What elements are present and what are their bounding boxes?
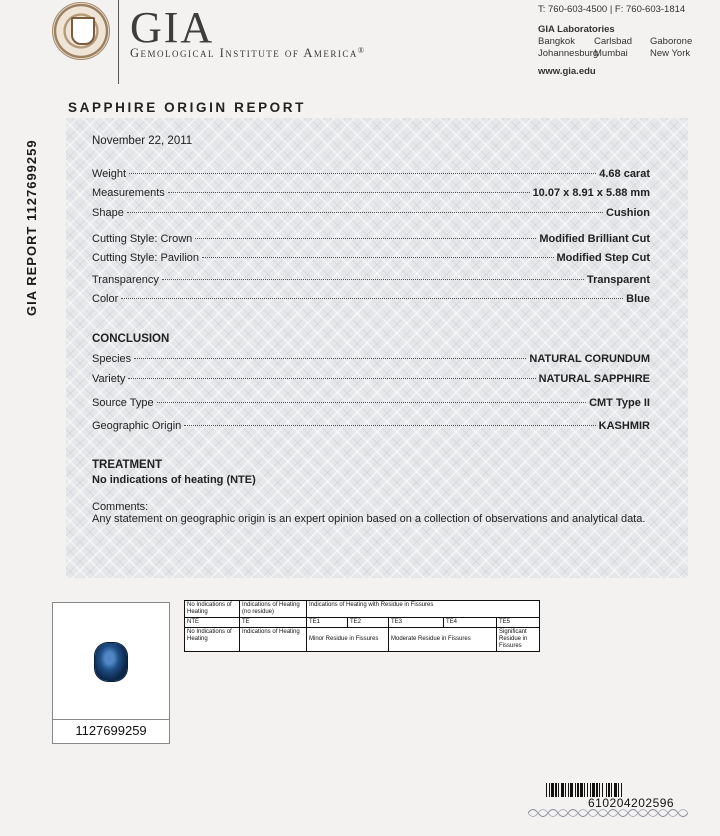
phone-fax: T: 760-603-4500 | F: 760-603-1814 bbox=[538, 4, 686, 15]
table-cell: Indications of Heating bbox=[240, 628, 307, 652]
conclusion-row-species bbox=[92, 353, 650, 365]
conclusion-label: Variety bbox=[92, 373, 126, 385]
table-row bbox=[185, 601, 540, 618]
detail-value: Cushion bbox=[606, 207, 650, 219]
table-cell: NTE bbox=[185, 618, 240, 628]
detail-value: Transparent bbox=[587, 274, 650, 286]
security-wave-pattern bbox=[528, 806, 688, 820]
header-divider bbox=[118, 0, 119, 84]
detail-label: Color bbox=[92, 293, 119, 305]
conclusion-heading: CONCLUSION bbox=[92, 333, 170, 345]
detail-value: Blue bbox=[626, 293, 650, 305]
table-cell: Indications of Heating with Residue in Fissures bbox=[307, 601, 540, 618]
detail-label: Transparency bbox=[92, 274, 159, 286]
detail-row-transparency bbox=[92, 274, 650, 286]
stone-photo-box bbox=[52, 602, 170, 744]
conclusion-value: KASHMIR bbox=[598, 420, 650, 432]
table-cell: Minor Residue in Fissures bbox=[307, 628, 389, 652]
conclusion-row-geographic-origin bbox=[92, 420, 650, 432]
sapphire-image bbox=[95, 643, 127, 681]
website-link[interactable]: www.gia.edu bbox=[538, 66, 596, 77]
table-cell: Indications of Heating (no residue) bbox=[240, 601, 307, 618]
detail-row-weight bbox=[92, 168, 650, 180]
labs-title: GIA Laboratories bbox=[538, 24, 615, 35]
table-cell: TE1 bbox=[307, 618, 348, 628]
detail-value: Modified Brilliant Cut bbox=[539, 233, 650, 245]
side-report-number: GIA REPORT 1127699259 bbox=[24, 139, 39, 316]
detail-value: Modified Step Cut bbox=[556, 252, 650, 264]
comments-heading: Comments: bbox=[92, 501, 149, 513]
report-title: SAPPHIRE ORIGIN REPORT bbox=[68, 100, 306, 115]
conclusion-value: CMT Type II bbox=[589, 397, 650, 409]
table-cell: TE5 bbox=[497, 618, 540, 628]
barcode bbox=[546, 783, 686, 797]
gia-logo-text: GIA bbox=[130, 3, 215, 52]
lab-location: Bangkok bbox=[538, 36, 575, 47]
comments-text: Any statement on geographic origin is an expert opinion based on a collection of observations and analytical data. bbox=[92, 513, 646, 525]
labs-list bbox=[538, 36, 710, 60]
detail-row-color bbox=[92, 293, 650, 305]
report-date: November 22, 2011 bbox=[92, 135, 193, 147]
gia-full-name: Gemological Institute of America® bbox=[130, 46, 366, 60]
conclusion-row-variety bbox=[92, 373, 650, 385]
table-cell: No Indications of Heating bbox=[185, 601, 240, 618]
table-cell: No Indications of Heating bbox=[185, 628, 240, 652]
barcode-number: 610204202596 bbox=[588, 796, 675, 810]
table-row bbox=[185, 628, 540, 652]
table-cell: Moderate Residue in Fissures bbox=[389, 628, 497, 652]
detail-row-shape bbox=[92, 207, 650, 219]
lab-location: Gaborone bbox=[650, 36, 693, 47]
treatment-value: No indications of heating (NTE) bbox=[92, 474, 256, 486]
shield-icon bbox=[71, 17, 95, 45]
detail-label: Weight bbox=[92, 168, 127, 180]
treatment-heading: TREATMENT bbox=[92, 459, 163, 471]
detail-label: Measurements bbox=[92, 187, 165, 199]
detail-value: 4.68 carat bbox=[599, 168, 650, 180]
detail-label: Cutting Style: Pavilion bbox=[92, 252, 199, 264]
contact-block bbox=[538, 4, 710, 78]
table-cell: Significant Residue in Fissures bbox=[497, 628, 540, 652]
detail-label: Shape bbox=[92, 207, 124, 219]
lab-location: Carlsbad bbox=[594, 36, 633, 47]
detail-value: 10.07 x 8.91 x 5.88 mm bbox=[532, 187, 650, 199]
detail-row-measurements bbox=[92, 187, 650, 199]
conclusion-value: NATURAL SAPPHIRE bbox=[538, 373, 650, 385]
conclusion-label: Species bbox=[92, 353, 132, 365]
table-cell: TE3 bbox=[389, 618, 444, 628]
table-cell: TE2 bbox=[348, 618, 389, 628]
lab-location: New York bbox=[650, 48, 691, 59]
detail-row-crown bbox=[92, 233, 650, 245]
detail-label: Cutting Style: Crown bbox=[92, 233, 193, 245]
stone-report-number: 1127699259 bbox=[75, 723, 147, 738]
divider bbox=[53, 719, 169, 720]
table-cell: TE4 bbox=[444, 618, 497, 628]
detail-row-pavilion bbox=[92, 252, 650, 264]
table-cell: TE bbox=[240, 618, 307, 628]
lab-location: Mumbai bbox=[594, 48, 628, 59]
conclusion-label: Source Type bbox=[92, 397, 154, 409]
lab-location: Johannesburg bbox=[538, 48, 599, 59]
conclusion-value: NATURAL CORUNDUM bbox=[529, 353, 650, 365]
gia-seal-logo bbox=[52, 2, 110, 60]
treatment-key-table bbox=[184, 600, 540, 652]
barcode-bar bbox=[622, 783, 623, 797]
table-row bbox=[185, 618, 540, 628]
conclusion-row-source-type bbox=[92, 397, 650, 409]
conclusion-label: Geographic Origin bbox=[92, 420, 182, 432]
